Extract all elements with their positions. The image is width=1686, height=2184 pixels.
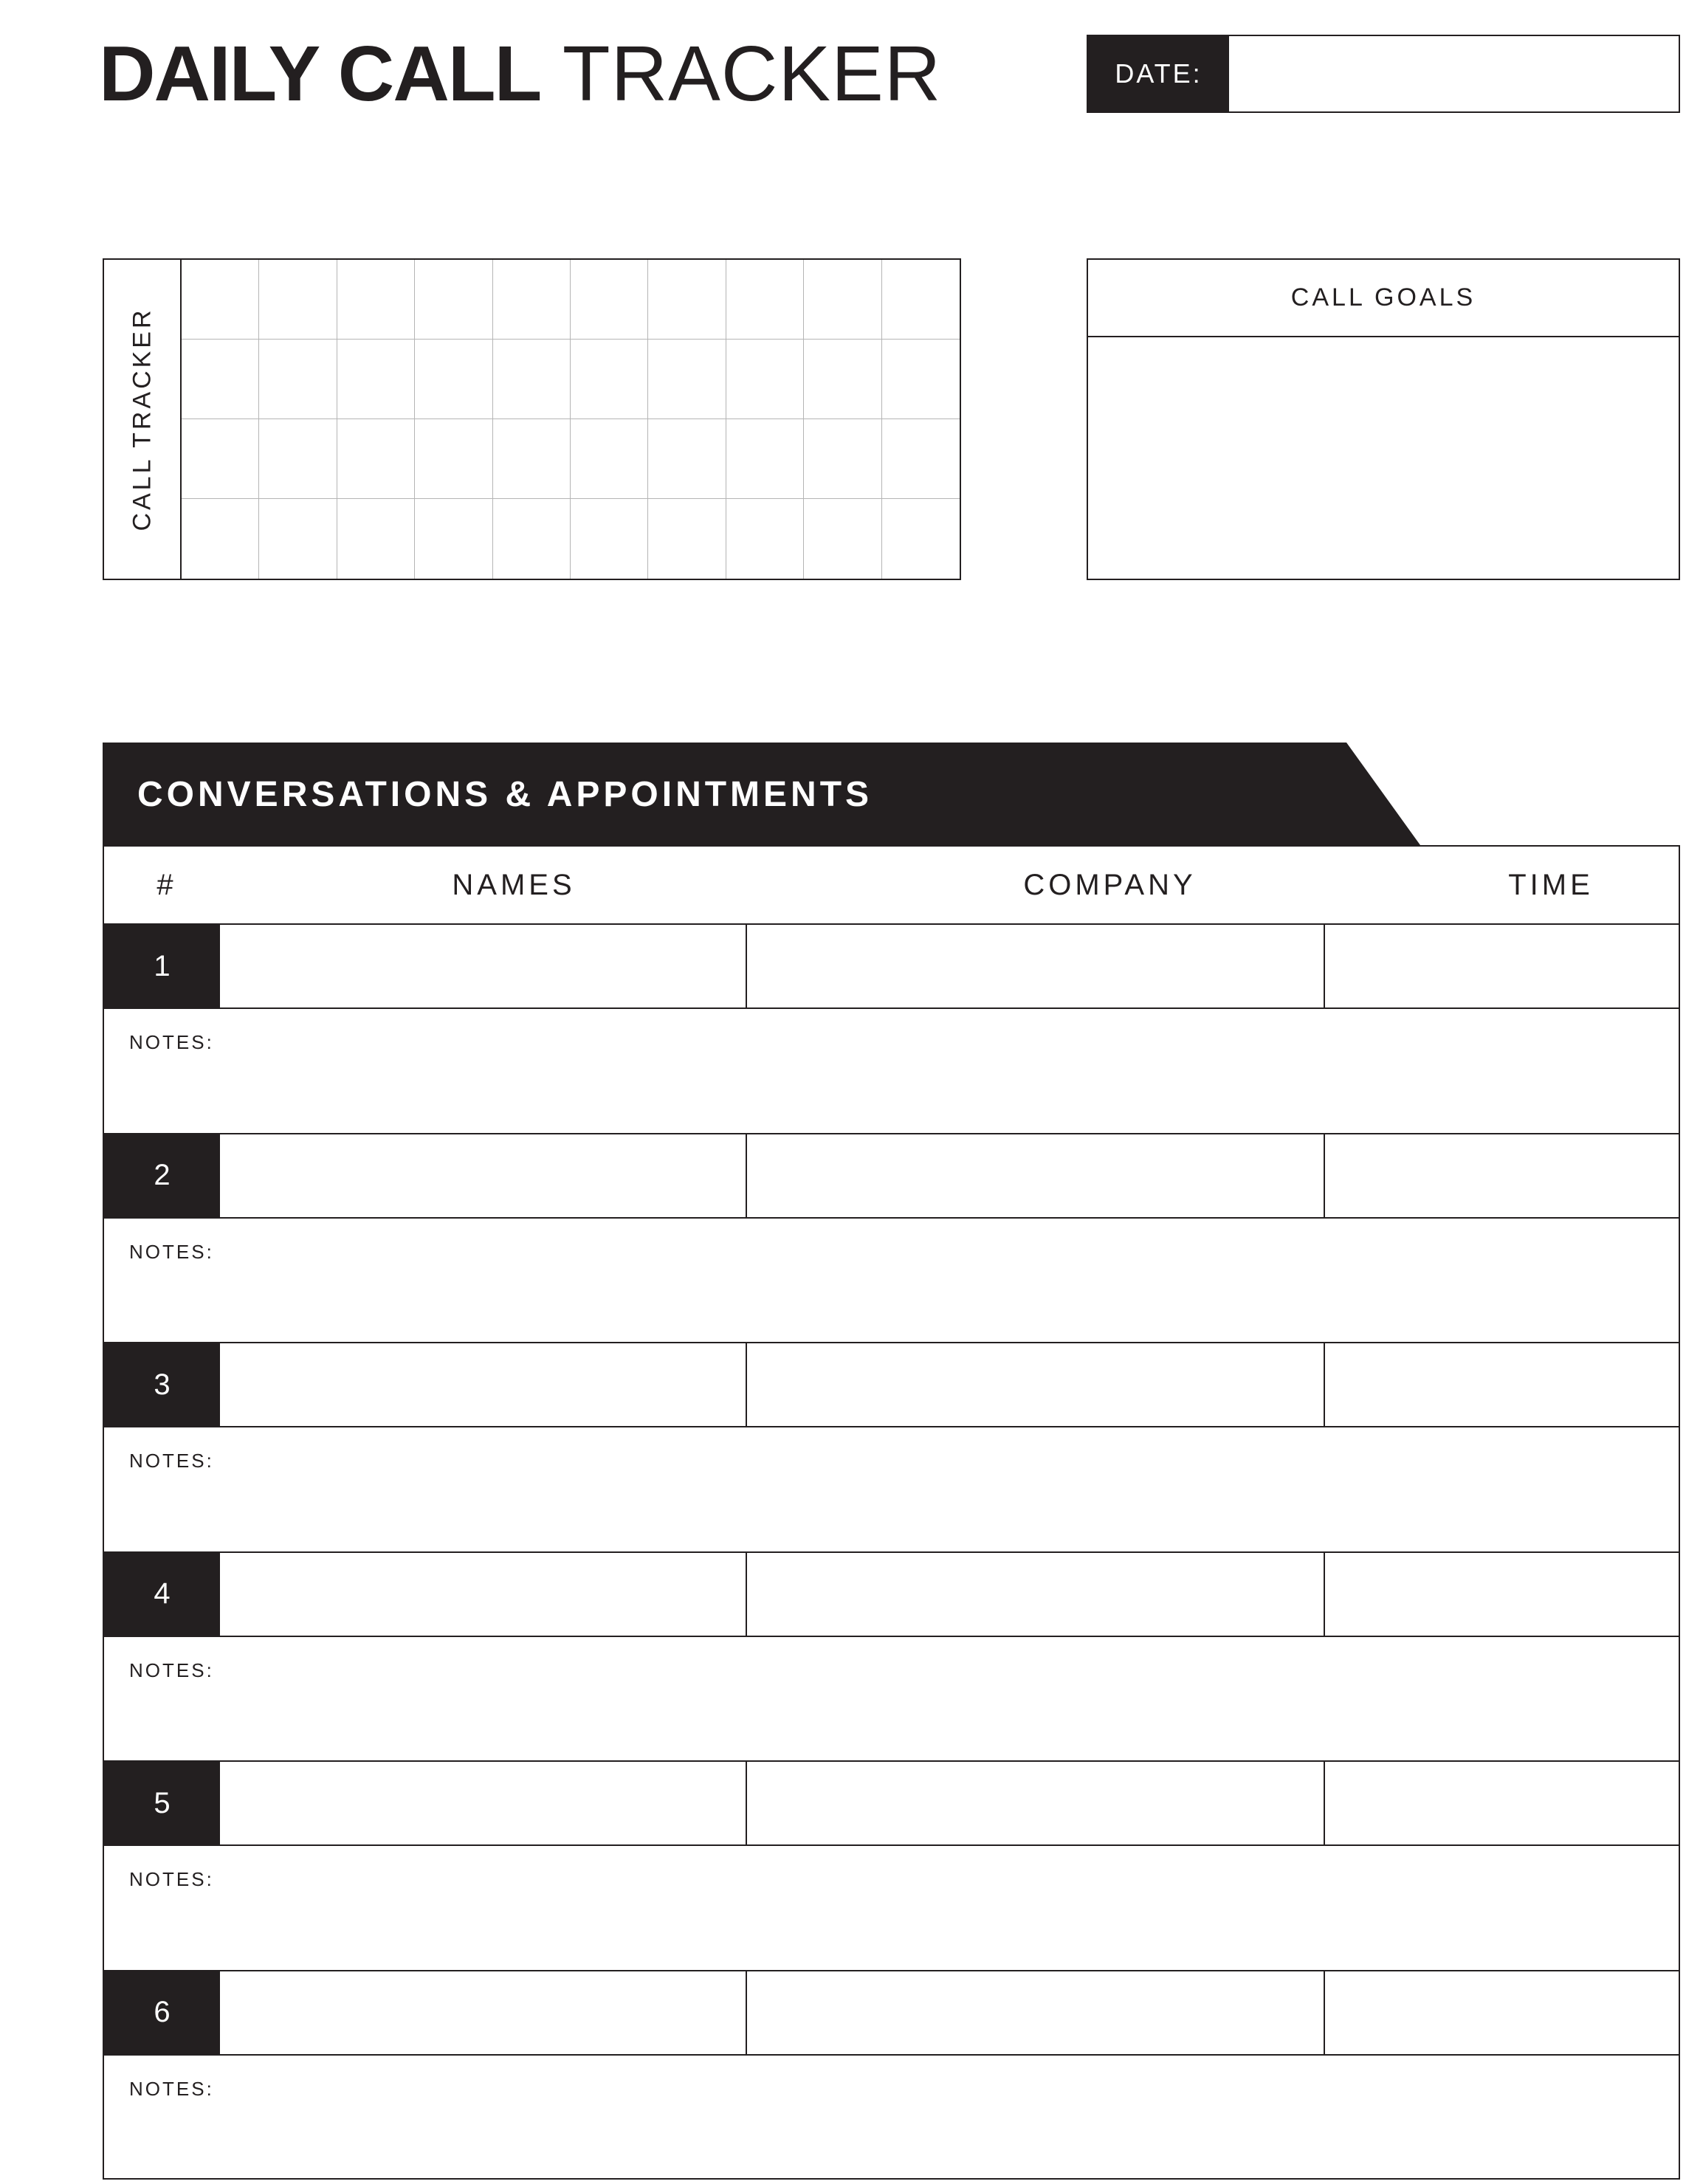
call-tracker-cell[interactable] <box>882 260 960 340</box>
entry-company-input[interactable] <box>747 1343 1325 1426</box>
entry-name-input[interactable] <box>220 1134 747 1217</box>
entry-company-input[interactable] <box>747 1762 1325 1844</box>
entry-notes-input[interactable] <box>237 1016 1671 1126</box>
call-tracker-cell[interactable] <box>726 419 804 499</box>
call-tracker-cell[interactable] <box>648 340 726 419</box>
entry-company-input[interactable] <box>747 1553 1325 1636</box>
entry-row <box>104 1134 1679 1219</box>
date-input[interactable] <box>1229 36 1679 111</box>
entry-notes <box>104 1427 1679 1551</box>
conversations-banner <box>103 743 1420 845</box>
entry-time-input[interactable] <box>1325 1553 1679 1636</box>
date-box <box>1087 35 1680 113</box>
call-tracker-cell[interactable] <box>259 260 337 340</box>
call-tracker-cell[interactable] <box>415 260 492 340</box>
call-tracker-cell[interactable] <box>493 340 571 419</box>
call-tracker-cell[interactable] <box>182 260 259 340</box>
call-tracker-cell[interactable] <box>182 499 259 579</box>
entry-notes-input[interactable] <box>237 2063 1671 2174</box>
entry-number: 5 <box>104 1762 220 1844</box>
call-goals-input[interactable] <box>1088 337 1679 579</box>
call-tracker-cell[interactable] <box>882 419 960 499</box>
column-header-time: TIME <box>1508 868 1594 901</box>
call-tracker-label: CALL TRACKER <box>128 307 156 531</box>
call-tracker-cell[interactable] <box>415 419 492 499</box>
notes-label: NOTES: <box>129 1450 214 1472</box>
entry-name-input[interactable] <box>220 1553 747 1636</box>
call-tracker-cell[interactable] <box>882 340 960 419</box>
entries-list <box>104 925 1679 2180</box>
call-tracker-cell[interactable] <box>648 419 726 499</box>
entry-time-input[interactable] <box>1325 1343 1679 1426</box>
call-tracker-cell[interactable] <box>182 419 259 499</box>
entry-company-input[interactable] <box>747 925 1325 1007</box>
entry-notes <box>104 1846 1679 1970</box>
call-tracker-cell[interactable] <box>337 340 415 419</box>
entry-number: 4 <box>104 1553 220 1636</box>
conversations-title: CONVERSATIONS & APPOINTMENTS <box>137 775 873 814</box>
call-tracker-cell[interactable] <box>571 260 648 340</box>
notes-label: NOTES: <box>129 1240 214 1263</box>
call-tracker-cell[interactable] <box>571 419 648 499</box>
call-tracker-cell[interactable] <box>259 419 337 499</box>
entry-row <box>104 925 1679 1009</box>
entry <box>104 1343 1679 1553</box>
entry-time-input[interactable] <box>1325 1134 1679 1217</box>
entry-name-input[interactable] <box>220 1762 747 1844</box>
column-header-company: COMPANY <box>1023 868 1197 901</box>
call-tracker-cell[interactable] <box>493 419 571 499</box>
entry-row <box>104 1762 1679 1846</box>
call-tracker-cell[interactable] <box>804 499 881 579</box>
entry-time-input[interactable] <box>1325 925 1679 1007</box>
call-tracker-cell[interactable] <box>182 340 259 419</box>
entry-time-input[interactable] <box>1325 1971 1679 2054</box>
call-tracker-cell[interactable] <box>337 419 415 499</box>
call-tracker-cell[interactable] <box>415 340 492 419</box>
entry <box>104 1553 1679 1763</box>
conversations-table <box>103 845 1680 2180</box>
entry-notes <box>104 1219 1679 1343</box>
table-header-row <box>104 847 1679 925</box>
entry-notes-input[interactable] <box>237 1435 1671 1544</box>
title-bold: DAILY CALL <box>99 30 541 117</box>
notes-label: NOTES: <box>129 1031 214 1053</box>
call-tracker-cell[interactable] <box>493 499 571 579</box>
entry-company-input[interactable] <box>747 1134 1325 1217</box>
column-header-number: # <box>156 868 177 901</box>
notes-label: NOTES: <box>129 1868 214 1890</box>
title-light: TRACKER <box>562 30 942 117</box>
entry <box>104 1971 1679 2181</box>
call-tracker-cell[interactable] <box>726 340 804 419</box>
call-tracker-cell[interactable] <box>804 419 881 499</box>
entry-notes <box>104 1009 1679 1133</box>
entry-notes-input[interactable] <box>237 1853 1671 1963</box>
date-label: DATE: <box>1088 36 1229 111</box>
call-tracker-cell[interactable] <box>259 499 337 579</box>
call-tracker-cell[interactable] <box>726 260 804 340</box>
entry-company-input[interactable] <box>747 1971 1325 2054</box>
entry <box>104 1762 1679 1971</box>
entry-number: 1 <box>104 925 220 1007</box>
call-tracker-cell[interactable] <box>648 260 726 340</box>
call-tracker-cell[interactable] <box>726 499 804 579</box>
entry <box>104 1134 1679 1344</box>
call-tracker-cell[interactable] <box>648 499 726 579</box>
column-header-names: NAMES <box>452 868 576 901</box>
entry-number: 6 <box>104 1971 220 2054</box>
entry-name-input[interactable] <box>220 925 747 1007</box>
notes-label: NOTES: <box>129 1658 214 1681</box>
call-tracker-cell[interactable] <box>571 499 648 579</box>
entry-notes-input[interactable] <box>237 1226 1671 1335</box>
call-tracker-cell[interactable] <box>804 340 881 419</box>
call-tracker-cell[interactable] <box>804 260 881 340</box>
entry-row <box>104 1343 1679 1427</box>
entry-row <box>104 1971 1679 2056</box>
call-tracker-cell[interactable] <box>259 340 337 419</box>
entry-time-input[interactable] <box>1325 1762 1679 1844</box>
call-tracker-cell[interactable] <box>571 340 648 419</box>
entry-notes <box>104 2056 1679 2181</box>
notes-label: NOTES: <box>129 2077 214 2100</box>
call-tracker-cell[interactable] <box>882 499 960 579</box>
entry-name-input[interactable] <box>220 1343 747 1426</box>
entry-number: 3 <box>104 1343 220 1426</box>
call-tracker-cell[interactable] <box>337 499 415 579</box>
entry-notes-input[interactable] <box>237 1644 1671 1754</box>
call-tracker-cell[interactable] <box>493 260 571 340</box>
call-tracker-label-column <box>104 260 182 579</box>
call-tracker-cell[interactable] <box>337 260 415 340</box>
entry-number: 2 <box>104 1134 220 1217</box>
call-goals-title: CALL GOALS <box>1088 260 1679 337</box>
entry-row <box>104 1553 1679 1637</box>
entry-notes <box>104 1637 1679 1761</box>
page-title <box>99 30 941 118</box>
call-tracker-grid <box>182 260 960 579</box>
call-goals <box>1087 258 1680 580</box>
call-tracker-cell[interactable] <box>415 499 492 579</box>
call-tracker <box>103 258 961 580</box>
entry <box>104 925 1679 1134</box>
entry-name-input[interactable] <box>220 1971 747 2054</box>
